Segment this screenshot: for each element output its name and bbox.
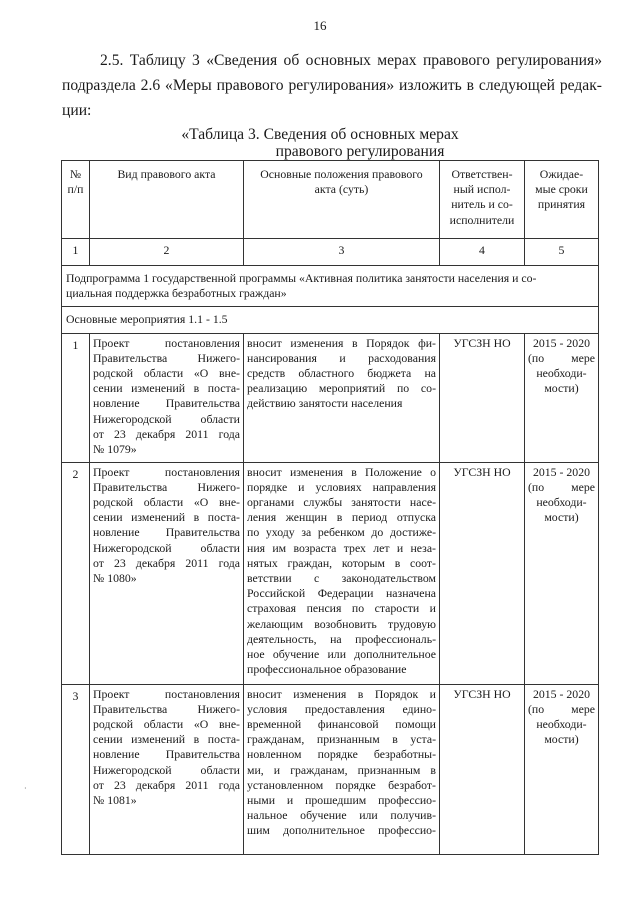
essence-line: ными и прошедшим профессио-	[247, 793, 436, 808]
header-cell-line: Ответствен-	[451, 167, 513, 181]
act-line: Правительства Нижего-	[93, 701, 240, 716]
term-cell	[525, 333, 599, 462]
header-cell-line: нитель и со-	[451, 197, 513, 212]
column-number: 4	[440, 239, 525, 266]
subprogram-line: Подпрограмма 1 государственной программы «Активная политика занятости населения и со-	[66, 271, 537, 285]
essence-line: вносит изменения в Положение о	[247, 464, 436, 479]
column-number: 2	[90, 239, 244, 266]
essence-line: средств областного бюджета на	[247, 366, 436, 381]
essence-line: порядке и условиях направления	[247, 479, 436, 494]
act-line: Проект постановления	[93, 686, 240, 701]
intro-line-2: подраздела 2.6 «Меры правового регулирования» изложить в следующей редак-	[62, 77, 602, 94]
table-caption-line-1: «Таблица 3. Сведения об основных мерах	[181, 126, 459, 143]
act-cell	[90, 684, 244, 854]
act-line: от 23 декабря 2011 года	[93, 426, 240, 441]
executor-cell: УГСЗН НО	[440, 462, 525, 684]
essence-cell	[244, 684, 440, 854]
act-line: Нижегородской области	[93, 762, 240, 777]
essence-line: шим дополнительное профессио-	[247, 823, 436, 838]
term-line: (по мере	[528, 350, 595, 365]
column-number-row	[62, 239, 599, 266]
executor-cell: УГСЗН НО	[440, 333, 525, 462]
essence-line: гражданам, признанным в уста-	[247, 732, 436, 747]
intro-line-1: 2.5. Таблицу 3 «Сведения об основных мерах правового регулирования»	[100, 52, 602, 69]
header-cell-line: ный испол-	[453, 182, 511, 197]
act-line: от 23 декабря 2011 года	[93, 555, 240, 570]
term-cell	[525, 684, 599, 854]
essence-line: профессиональное образование	[247, 662, 407, 677]
subprogram-row	[62, 266, 599, 307]
term-line: 2015 - 2020	[532, 686, 590, 701]
essence-line: ное обучение или дополнительное	[247, 647, 436, 662]
header-cell-line: исполнители	[449, 212, 515, 227]
executor-cell: УГСЗН НО	[440, 684, 525, 854]
term-line: 2015 - 2020	[532, 335, 590, 350]
subprogram-line: циальная поддержка безработных граждан»	[66, 286, 287, 301]
header-cell-line: Вид правового акта	[117, 167, 216, 181]
legal-regulation-table	[61, 160, 599, 855]
table-row	[62, 333, 599, 462]
term-line: необходи-	[536, 495, 587, 510]
header-cell-line: п/п	[67, 182, 84, 197]
essence-line: Российской Федерации назначена	[247, 586, 436, 601]
essence-line: реализацию мероприятий по со-	[247, 381, 436, 396]
intro-line-3: ции:	[62, 102, 92, 119]
act-line: сении изменений в поста-	[93, 381, 240, 396]
essence-cell	[244, 462, 440, 684]
essence-line: деятельность, на профессиональ-	[247, 631, 436, 646]
essence-line: ми, и гражданам, признанным в	[247, 762, 436, 777]
essence-line: ния им возраста трех лет и неза-	[247, 540, 436, 555]
header-cell	[90, 161, 244, 239]
term-line: мости)	[544, 381, 579, 396]
essence-line: условия предоставления едино-	[247, 701, 436, 716]
margin-mark: ·	[24, 784, 27, 793]
row-number: 3	[62, 684, 90, 854]
essence-line: установленном порядке безработ-	[247, 777, 436, 792]
act-line: новление Правительства	[93, 396, 240, 411]
act-line: Нижегородской области	[93, 540, 240, 555]
measures-row	[62, 307, 599, 333]
header-cell	[525, 161, 599, 239]
act-line: сении изменений в поста-	[93, 732, 240, 747]
essence-line: страховая пенсия по старости и	[247, 601, 436, 616]
term-line: 2015 - 2020	[532, 464, 590, 479]
essence-line: временной финансовой помощи	[247, 717, 436, 732]
table-row	[62, 462, 599, 684]
essence-line: желающим возобновить трудовую	[247, 616, 436, 631]
measures-cell: Основные мероприятия 1.1 - 1.5	[62, 307, 599, 333]
column-number: 3	[244, 239, 440, 266]
table-header-row	[62, 161, 599, 239]
term-line: (по мере	[528, 479, 595, 494]
essence-line: ления женщин в период отпуска	[247, 510, 436, 525]
column-number: 5	[525, 239, 599, 266]
essence-line: нятых граждан, которым в соот-	[247, 555, 436, 570]
row-number: 2	[62, 462, 90, 684]
header-cell-line: Ожидае-	[539, 167, 584, 181]
essence-line: ветствии с законодательством	[247, 571, 436, 586]
header-cell	[440, 161, 525, 239]
header-cell-line: Основные положения правового	[260, 167, 423, 181]
term-line: мости)	[544, 510, 579, 525]
header-cell-line: акта (суть)	[314, 182, 369, 197]
essence-cell	[244, 333, 440, 462]
intro-paragraph	[62, 48, 602, 123]
essence-line: новленном порядке безработны-	[247, 747, 436, 762]
term-line: (по мере	[528, 701, 595, 716]
act-cell	[90, 462, 244, 684]
act-line: Проект постановления	[93, 335, 240, 350]
essence-line: вносит изменения в Порядок и	[247, 686, 436, 701]
table-row	[62, 684, 599, 854]
header-cell-line: мые сроки	[535, 182, 588, 197]
act-line: № 1080»	[93, 571, 137, 586]
act-line: сении изменений в поста-	[93, 510, 240, 525]
column-number: 1	[62, 239, 90, 266]
act-line: родской области «О вне-	[93, 366, 240, 381]
act-cell	[90, 333, 244, 462]
row-number: 1	[62, 333, 90, 462]
essence-line: действию занятости населения	[247, 396, 403, 411]
term-line: необходи-	[536, 366, 587, 381]
subprogram-cell	[62, 266, 599, 307]
act-line: от 23 декабря 2011 года	[93, 777, 240, 792]
header-cell	[244, 161, 440, 239]
header-cell	[62, 161, 90, 239]
term-line: мости)	[544, 732, 579, 747]
act-line: новление Правительства	[93, 747, 240, 762]
header-cell-line: №	[69, 167, 82, 181]
table-caption	[0, 126, 640, 160]
essence-line: нансирования и расходования	[247, 350, 436, 365]
header-cell-line: принятия	[537, 197, 586, 212]
act-line: № 1079»	[93, 442, 137, 457]
act-line: новление Правительства	[93, 525, 240, 540]
act-line: Нижегородской области	[93, 411, 240, 426]
act-line: родской области «О вне-	[93, 495, 240, 510]
essence-line: вносит изменения в Порядок фи-	[247, 335, 436, 350]
essence-line: органами службы занятости насе-	[247, 495, 436, 510]
act-line: Правительства Нижего-	[93, 350, 240, 365]
term-cell	[525, 462, 599, 684]
act-line: Правительства Нижего-	[93, 479, 240, 494]
table-caption-line-2: правового регулирования	[275, 143, 445, 160]
essence-line: нальное обучение или получив-	[247, 808, 436, 823]
act-line: родской области «О вне-	[93, 717, 240, 732]
act-line: № 1081»	[93, 793, 137, 808]
essence-line: по уходу за ребенком до достиже-	[247, 525, 436, 540]
term-line: необходи-	[536, 717, 587, 732]
act-line: Проект постановления	[93, 464, 240, 479]
page-number: 16	[313, 18, 327, 33]
